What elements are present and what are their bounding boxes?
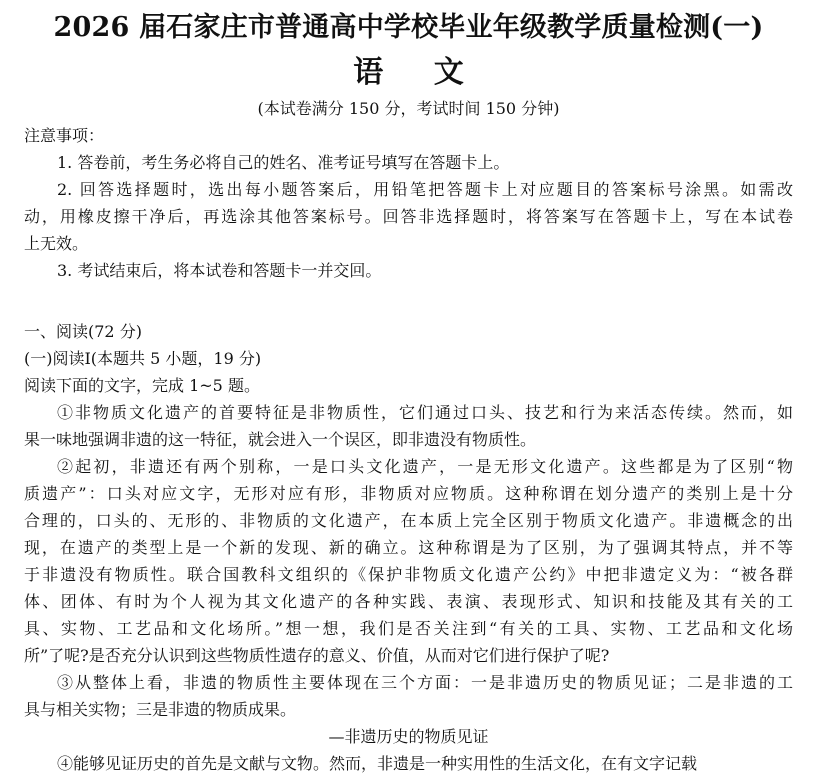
passage-p2-line-4: 现，在遗产的类型上是一个新的发现、新的确立。这种称谓是为了区别，为了强调其特点，并不等 [24,538,793,557]
notice-item-2-line-1: 2. 回答选择题时，选出每小题答案后，用铅笔把答题卡上对应题目的答案标号涂黑。如需改 [57,180,793,199]
passage-p2-line-7: 具、实物、工艺品和文化场所。”想一想，我们是否关注到“有关的工具、实物、工艺品和文化场 [24,619,793,638]
passage-p1-line-1: ①非物质文化遗产的首要特征是非物质性，它们通过口头、技艺和行为来活态传续。然而，如 [57,403,793,422]
section-heading: 一、阅读(72 分) [24,322,142,341]
passage-p2-line-8: 所”了呢?是否充分认识到这些物质性遗存的意义、价值，从而对它们进行保护了呢? [24,646,610,665]
reading-instruction: 阅读下面的文字，完成 1~5 题。 [24,376,260,395]
exam-meta: (本试卷满分 150 分，考试时间 150 分钟) [257,99,560,118]
notice-item-2-line-2: 动，用橡皮擦干净后，再选涂其他答案标号。回答非选择题时，将答案写在答题卡上，写在本试卷 [24,207,793,226]
passage-p2-line-6: 体、团体、有时为个人视为其文化遗产的各种实践、表演、表现形式、知识和技能及其有关的工 [24,592,793,611]
notice-item-2-line-3: 上无效。 [24,234,89,253]
notice-heading: 注意事项： [24,126,105,145]
exam-title: 2026 届石家庄市普通高中学校毕业年级教学质量检测(一) [53,12,764,43]
spacer [24,284,793,318]
subsection-heading: (一)阅读Ⅰ(本题共 5 小题，19 分) [24,349,262,368]
notice-item-3: 3. 考试结束后，将本试卷和答题卡一并交回。 [57,261,382,280]
passage-p1-line-2: 果一味地强调非遗的这一特征，就会进入一个误区，即非遗没有物质性。 [24,430,537,449]
passage-p2-line-1: ②起初，非遗还有两个别称，一是口头文化遗产，一是无形文化遗产。这些都是为了区别“物 [57,457,793,476]
passage-p3-line-2: 具与相关实物；三是非遗的物质成果。 [24,700,297,719]
passage-p2-line-5: 于非遗没有物质性。联合国教科文组织的《保护非物质文化遗产公约》中把非遗定义为：“被各群 [24,565,793,584]
passage-p3-line-1: ③从整体上看，非遗的物质性主要体现在三个方面：一是非遗历史的物质见证；二是非遗的工 [57,673,793,692]
passage-p4-line-1-cut: ④能够见证历史的首先是文献与文物。然而，非遗是一种实用性的生活文化，在有文字记载 [57,754,698,773]
passage-subheading: —非遗历史的物质见证 [328,727,489,746]
subject-title: 语 文 [353,55,484,90]
passage-p2-line-3: 合理的，口头的、无形的、非物质的文化遗产，在本质上完全区别于物质文化遗产。非遗概念的出 [24,511,793,530]
passage-p2-line-2: 质遗产”：口头对应文字，无形对应有形，非物质对应物质。这种称谓在划分遗产的类别上是十分 [24,484,793,503]
notice-item-1: 1. 答卷前，考生务必将自己的姓名、准考证号填写在答题卡上。 [57,153,510,172]
